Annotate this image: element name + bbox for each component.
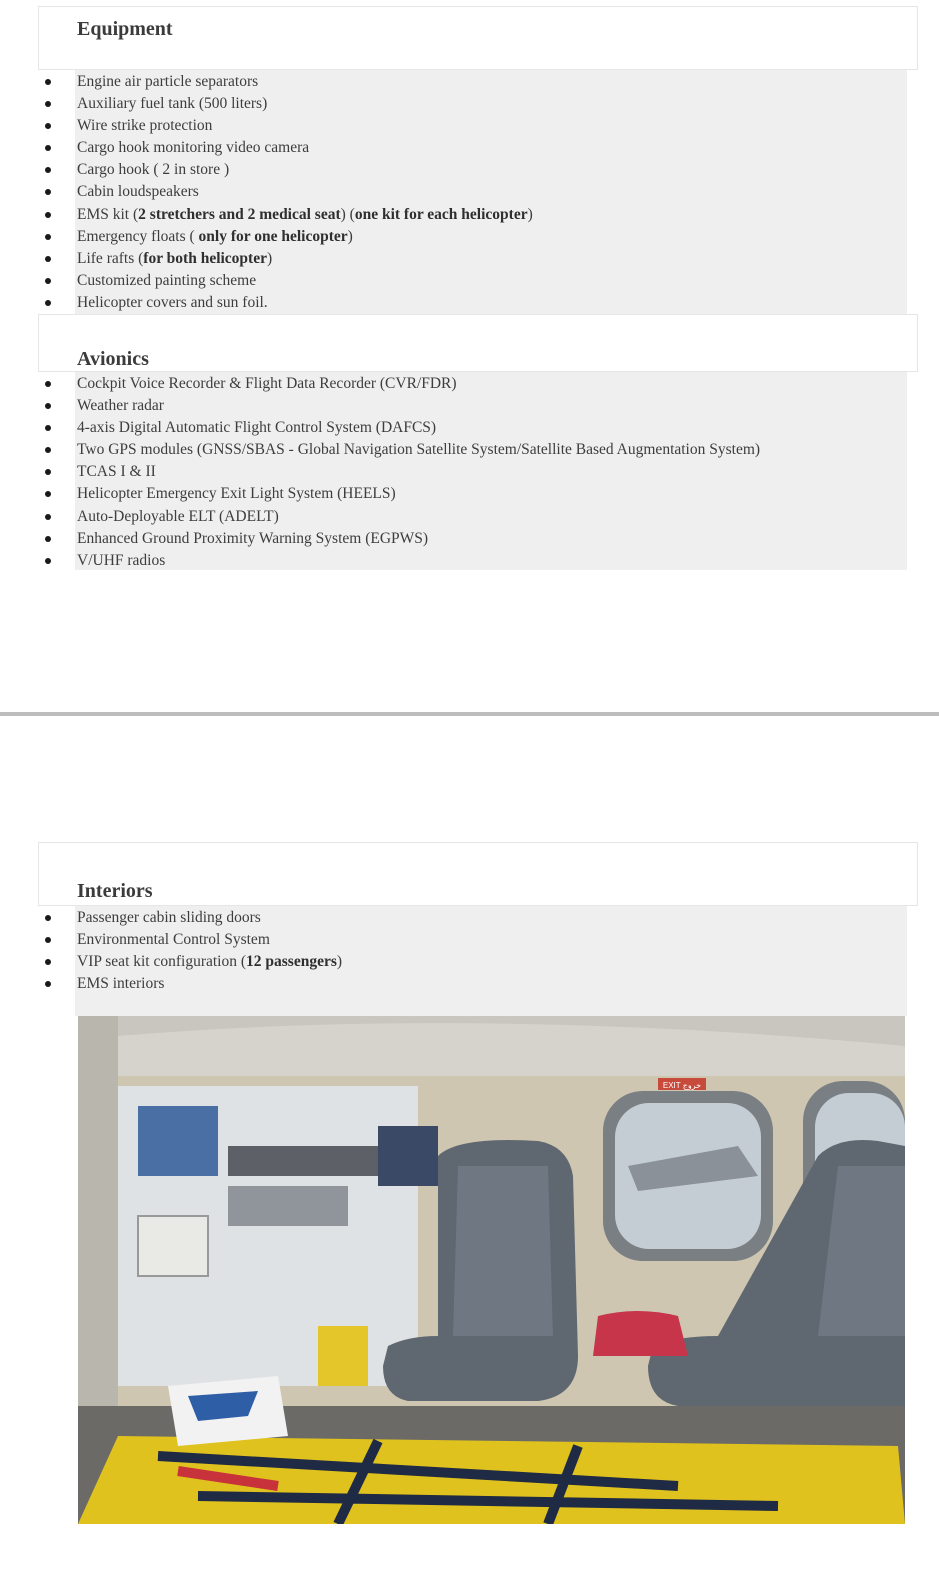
interiors-heading: Interiors xyxy=(77,880,153,902)
equipment-heading: Equipment xyxy=(77,18,173,40)
list-item xyxy=(0,439,939,461)
list-item xyxy=(0,951,939,973)
list-item xyxy=(0,483,939,505)
item-text: Engine air particle separators xyxy=(77,73,259,90)
item-text: ) ( xyxy=(340,205,355,223)
page-divider xyxy=(0,712,939,716)
item-text: Weather radar xyxy=(77,397,164,415)
avionics-list xyxy=(0,373,939,572)
item-text: Life rafts ( xyxy=(77,249,144,267)
list-item xyxy=(0,550,939,572)
item-text: TCAS I & II xyxy=(77,463,156,481)
item-text: Helicopter covers and sun foil. xyxy=(77,293,268,311)
item-text: Customized painting scheme xyxy=(77,271,257,289)
item-text: Enhanced Ground Proximity Warning System (EGPWS) xyxy=(77,529,429,547)
list-item xyxy=(0,93,939,115)
item-text: ) xyxy=(527,205,533,223)
exit-sign-text: EXIT خروج xyxy=(662,1081,702,1090)
item-text: ) xyxy=(336,953,343,971)
cabin-interior-photo xyxy=(78,1016,905,1524)
bold-text: only for one helicopter xyxy=(198,227,348,245)
item-text: Helicopter Emergency Exit Light System (HEELS) xyxy=(77,485,396,503)
item-text: ) xyxy=(347,227,353,245)
bold-text: for both helicopter xyxy=(143,249,267,267)
list-item xyxy=(0,159,939,181)
bold-text: 12 passengers xyxy=(246,953,337,971)
item-text: ) xyxy=(266,249,273,267)
list-item xyxy=(0,248,939,270)
list-item xyxy=(0,181,939,203)
bold-text: one kit for each helicopter xyxy=(354,205,528,223)
avionics-header-panel xyxy=(38,314,918,372)
item-text: V/UHF radios xyxy=(77,551,166,569)
equipment-list xyxy=(0,71,939,314)
item-text: Auto-Deployable ELT (ADELT) xyxy=(77,507,279,525)
item-text: EMS kit ( xyxy=(77,205,139,223)
item-text: Wire strike protection xyxy=(77,117,213,135)
list-item xyxy=(0,270,939,292)
list-item xyxy=(0,907,939,929)
item-text: Cabin loudspeakers xyxy=(77,183,199,201)
list-item xyxy=(0,115,939,137)
item-text: Cargo hook ( 2 in store ) xyxy=(77,161,230,179)
item-text: VIP seat kit configuration ( xyxy=(77,953,247,971)
list-item xyxy=(0,373,939,395)
item-text: Environmental Control System xyxy=(77,931,270,949)
interiors-list xyxy=(0,907,939,995)
item-text: Auxiliary fuel tank (500 liters) xyxy=(77,95,268,113)
item-text: Two GPS modules (GNSS/SBAS - Global Navigation Satellite System/Satellite Based Augmentation System) xyxy=(77,441,761,459)
interiors-header-panel xyxy=(38,842,918,906)
bold-text: 2 stretchers and 2 medical seat xyxy=(138,205,341,223)
item-text: Cockpit Voice Recorder & Flight Data Recorder (CVR/FDR) xyxy=(77,375,457,392)
item-text: Cargo hook monitoring video camera xyxy=(77,139,310,157)
list-item xyxy=(0,417,939,439)
list-item xyxy=(0,71,939,93)
list-item xyxy=(0,226,939,248)
avionics-heading: Avionics xyxy=(77,348,149,370)
item-text: EMS interiors xyxy=(77,975,165,993)
list-item xyxy=(0,528,939,550)
item-text: 4-axis Digital Automatic Flight Control System (DAFCS) xyxy=(77,419,437,437)
list-item xyxy=(0,973,939,995)
list-item xyxy=(0,137,939,159)
list-item xyxy=(0,204,939,226)
list-item xyxy=(0,461,939,483)
list-item xyxy=(0,929,939,951)
item-text: Emergency floats ( xyxy=(77,227,199,245)
item-text: Passenger cabin sliding doors xyxy=(77,909,261,926)
list-item xyxy=(0,292,939,314)
list-item xyxy=(0,395,939,417)
list-item xyxy=(0,506,939,528)
